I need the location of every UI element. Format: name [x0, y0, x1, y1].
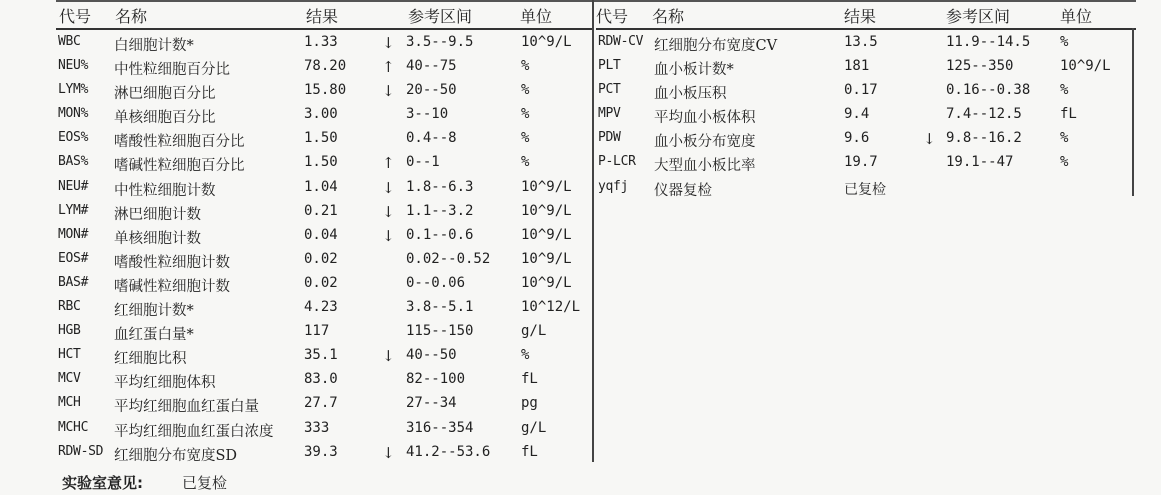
- unit: 10^9/L: [521, 226, 572, 243]
- abnormal-flag: ↓: [923, 130, 936, 149]
- table-row: [596, 126, 1136, 150]
- result-value: 4.23: [304, 299, 338, 316]
- abnormal-flag: ↓: [382, 443, 395, 462]
- abnormal-flag: ↑: [382, 58, 395, 77]
- header-unit: 单位: [520, 7, 553, 26]
- reference-range: 40--75: [406, 58, 457, 75]
- test-name: 淋巴细胞百分比: [114, 86, 216, 103]
- test-code: MON%: [58, 106, 89, 122]
- lab-opinion-label: 实验室意见:: [62, 474, 143, 492]
- lab-opinion-text: 已复检: [182, 474, 228, 492]
- test-code: RDW-SD: [58, 443, 104, 459]
- test-name: 仪器复检: [654, 182, 712, 199]
- test-name: 白细胞计数*: [114, 38, 194, 54]
- reference-range: 1.8--6.3: [406, 178, 474, 195]
- unit: %: [521, 130, 530, 147]
- reference-range: 3--10: [406, 106, 449, 123]
- header-name: 名称: [652, 7, 685, 26]
- test-code: EOS%: [58, 130, 89, 146]
- unit: pg: [521, 395, 538, 412]
- test-name: 平均血小板体积: [654, 110, 756, 127]
- reference-range: 9.8--16.2: [946, 130, 1022, 147]
- table-row: [56, 367, 592, 391]
- left-table-header: [56, 0, 592, 30]
- unit: %: [521, 82, 530, 99]
- result-value: 83.0: [304, 371, 338, 388]
- result-value: 35.1: [304, 347, 338, 364]
- test-name: 红细胞分布宽度CV: [654, 38, 778, 54]
- header-name: 名称: [115, 7, 148, 26]
- unit: 10^9/L: [1060, 58, 1111, 75]
- test-code: LYM%: [58, 82, 89, 98]
- result-value: 1.50: [304, 130, 338, 147]
- test-name: 嗜碱性粒细胞计数: [114, 278, 230, 295]
- test-name: 血小板计数*: [654, 62, 734, 79]
- header-ref: 参考区间: [946, 7, 1011, 26]
- table-row: [596, 102, 1136, 126]
- test-code: HGB: [58, 323, 81, 339]
- unit: %: [1060, 34, 1069, 50]
- test-code: NEU%: [58, 58, 89, 74]
- table-row: [56, 126, 592, 150]
- reference-range: 41.2--53.6: [406, 443, 491, 460]
- reference-range: 0--0.06: [406, 274, 466, 291]
- test-name: 嗜碱性粒细胞百分比: [114, 158, 245, 175]
- reference-range: 40--50: [406, 347, 457, 364]
- left-table-body: [56, 30, 592, 464]
- table-row: [56, 102, 592, 126]
- table-row: [56, 150, 592, 174]
- unit: fL: [521, 371, 538, 388]
- unit: 10^9/L: [521, 34, 572, 50]
- test-code: PCT: [598, 82, 621, 98]
- test-code: HCT: [58, 347, 81, 363]
- column-divider: [592, 0, 594, 462]
- test-code: BAS%: [58, 154, 89, 170]
- test-code: NEU#: [58, 178, 89, 194]
- result-value: 0.17: [844, 82, 878, 99]
- reference-range: 316--354: [406, 419, 474, 436]
- reference-range: 20--50: [406, 82, 457, 99]
- test-name: 中性粒细胞百分比: [114, 62, 230, 79]
- test-code: BAS#: [58, 274, 89, 290]
- reference-range: 0--1: [406, 154, 440, 171]
- table-row: [596, 175, 1136, 199]
- result-value: 27.7: [304, 395, 338, 412]
- header-result: 结果: [844, 7, 877, 26]
- reference-range: 11.9--14.5: [946, 34, 1031, 50]
- unit: 10^12/L: [521, 299, 581, 316]
- right-table-header: [596, 0, 1136, 30]
- test-name: 红细胞计数*: [114, 303, 194, 320]
- test-name: 嗜酸性粒细胞计数: [114, 254, 230, 271]
- unit: fL: [1060, 106, 1077, 123]
- test-name: 血小板分布宽度: [654, 134, 756, 151]
- table-row: [596, 150, 1136, 174]
- result-value: 1.04: [304, 178, 338, 195]
- table-row: [56, 295, 592, 319]
- result-value: 78.20: [304, 58, 347, 75]
- table-row: [56, 343, 592, 367]
- result-value: 0.02: [304, 274, 338, 291]
- table-row: [56, 223, 592, 247]
- reference-range: 0.02--0.52: [406, 250, 491, 267]
- test-code: PDW: [598, 130, 621, 146]
- result-value: 333: [304, 419, 330, 436]
- right-results-table: [596, 0, 1136, 199]
- table-row: [56, 416, 592, 440]
- test-code: MCV: [58, 371, 81, 387]
- test-code: yqfj: [598, 178, 629, 194]
- test-name: 红细胞分布宽度SD: [114, 447, 238, 464]
- abnormal-flag: ↓: [382, 178, 395, 197]
- result-value: 117: [304, 323, 330, 340]
- abnormal-flag: ↓: [382, 34, 395, 52]
- test-code: MPV: [598, 106, 621, 122]
- result-value: 15.80: [304, 82, 347, 99]
- unit: %: [1060, 82, 1069, 99]
- table-row: [56, 175, 592, 199]
- header-unit: 单位: [1060, 7, 1093, 26]
- left-results-table: [56, 0, 592, 464]
- unit: %: [521, 106, 530, 123]
- result-value: 39.3: [304, 443, 338, 460]
- test-name: 血红蛋白量*: [114, 327, 194, 344]
- abnormal-flag: ↓: [382, 347, 395, 366]
- unit: %: [521, 347, 530, 364]
- reference-range: 27--34: [406, 395, 457, 412]
- table-row: [56, 440, 592, 464]
- header-result: 结果: [306, 7, 339, 26]
- result-value: 9.4: [844, 106, 870, 123]
- right-table-body: [596, 30, 1136, 199]
- header-code: 代号: [59, 7, 92, 26]
- table-row: [56, 247, 592, 271]
- table-row: [56, 199, 592, 223]
- result-value: 3.00: [304, 106, 338, 123]
- test-code: MCH: [58, 395, 81, 411]
- test-name: 淋巴细胞计数: [114, 206, 201, 223]
- abnormal-flag: ↓: [382, 82, 395, 101]
- reference-range: 0.4--8: [406, 130, 457, 147]
- unit: g/L: [521, 419, 547, 436]
- test-name: 平均红细胞体积: [114, 375, 216, 392]
- result-value: 已复检: [844, 181, 886, 198]
- result-value: 1.50: [304, 154, 338, 171]
- unit: 10^9/L: [521, 274, 572, 291]
- reference-range: 125--350: [946, 58, 1014, 75]
- abnormal-flag: ↓: [382, 226, 395, 245]
- abnormal-flag: ↓: [382, 202, 395, 221]
- reference-range: 0.1--0.6: [406, 226, 474, 243]
- test-name: 红细胞比积: [114, 351, 187, 368]
- test-name: 血小板压积: [654, 86, 727, 103]
- unit: %: [521, 154, 530, 171]
- reference-range: 0.16--0.38: [946, 82, 1031, 99]
- test-code: LYM#: [58, 202, 89, 218]
- result-value: 1.33: [304, 34, 338, 50]
- table-row: [56, 54, 592, 78]
- reference-range: 3.5--9.5: [406, 34, 474, 50]
- test-code: WBC: [58, 34, 81, 49]
- test-code: EOS#: [58, 250, 89, 266]
- test-code: MCHC: [58, 419, 89, 435]
- unit: %: [1060, 154, 1069, 171]
- result-value: 0.21: [304, 202, 338, 219]
- reference-range: 115--150: [406, 323, 474, 340]
- lab-opinion: [62, 472, 228, 493]
- unit: %: [521, 58, 530, 75]
- table-row: [596, 30, 1136, 54]
- test-name: 嗜酸性粒细胞百分比: [114, 134, 245, 151]
- reference-range: 3.8--5.1: [406, 299, 474, 316]
- test-code: P-LCR: [598, 154, 636, 170]
- table-row: [56, 30, 592, 54]
- table-row: [56, 271, 592, 295]
- result-value: 0.02: [304, 250, 338, 267]
- unit: g/L: [521, 323, 547, 340]
- right-edge-rule: [1132, 28, 1134, 196]
- test-code: PLT: [598, 58, 621, 74]
- reference-range: 82--100: [406, 371, 466, 388]
- result-value: 9.6: [844, 130, 870, 147]
- table-row: [596, 54, 1136, 78]
- reference-range: 1.1--3.2: [406, 202, 474, 219]
- test-name: 单核细胞百分比: [114, 110, 216, 127]
- table-row: [596, 78, 1136, 102]
- test-name: 中性粒细胞计数: [114, 182, 216, 199]
- unit: 10^9/L: [521, 250, 572, 267]
- test-code: RDW-CV: [598, 34, 644, 49]
- test-code: MON#: [58, 226, 89, 242]
- unit: fL: [521, 443, 538, 460]
- result-value: 181: [844, 58, 870, 75]
- result-value: 0.04: [304, 226, 338, 243]
- unit: 10^9/L: [521, 202, 572, 219]
- abnormal-flag: ↑: [382, 154, 395, 173]
- test-name: 平均红细胞血红蛋白量: [114, 399, 259, 416]
- result-value: 19.7: [844, 154, 878, 171]
- reference-range: 7.4--12.5: [946, 106, 1022, 123]
- header-code: 代号: [596, 7, 629, 26]
- header-ref: 参考区间: [408, 7, 473, 26]
- test-name: 单核细胞计数: [114, 230, 201, 247]
- result-value: 13.5: [844, 34, 878, 50]
- unit: %: [1060, 130, 1069, 147]
- table-row: [56, 391, 592, 415]
- table-row: [56, 78, 592, 102]
- test-name: 平均红细胞血红蛋白浓度: [114, 423, 274, 440]
- test-code: RBC: [58, 299, 81, 315]
- reference-range: 19.1--47: [946, 154, 1014, 171]
- test-name: 大型血小板比率: [654, 158, 756, 175]
- table-row: [56, 319, 592, 343]
- unit: 10^9/L: [521, 178, 572, 195]
